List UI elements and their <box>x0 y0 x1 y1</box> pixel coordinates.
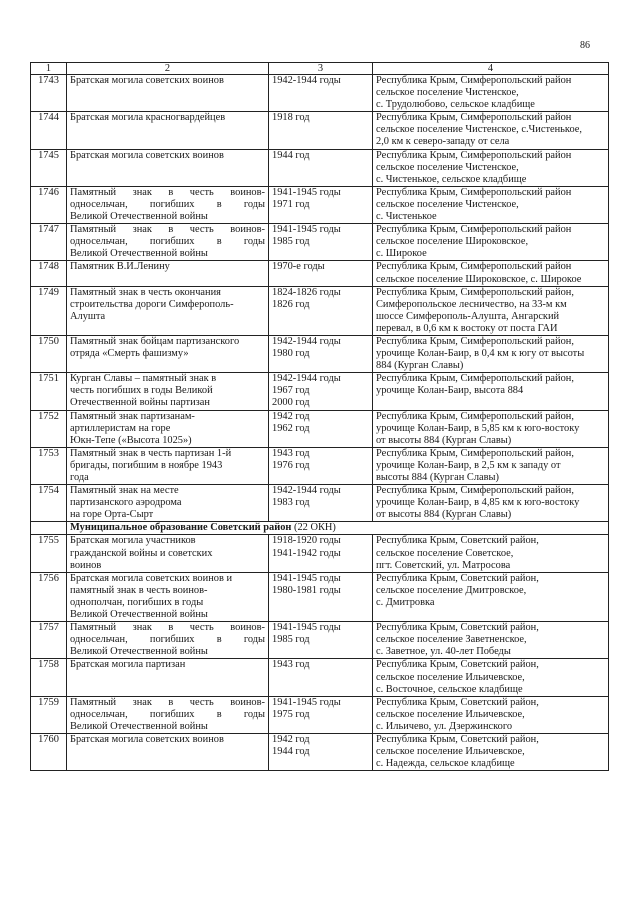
section-title-text: Муниципальное образование Советский район <box>70 522 292 534</box>
table-row <box>31 733 609 770</box>
monument-location-line: с. Ильичево, ул. Дзержинского <box>376 720 513 732</box>
monument-location <box>373 410 609 447</box>
monument-years <box>269 186 373 223</box>
monument-years-line: 1943 год <box>272 447 310 459</box>
monument-years-line: 1944 год <box>272 746 310 758</box>
monument-years-line: 1942-1944 годы <box>272 485 341 497</box>
monument-name-line: односельчан, погибших в годы <box>70 634 265 646</box>
header-col-2: 2 <box>67 63 269 75</box>
monument-years <box>269 286 373 335</box>
monument-years <box>269 149 373 186</box>
monument-location-line: сельское поселение Советское, <box>376 547 514 559</box>
monument-name <box>67 622 269 659</box>
row-number: 1754 <box>31 485 67 522</box>
monument-location-line: с. Восточное, сельское кладбище <box>376 683 523 695</box>
monument-years <box>269 112 373 149</box>
row-number: 1755 <box>31 535 67 572</box>
table-row <box>31 447 609 484</box>
monument-location-line: Республика Крым, Советский район, <box>376 696 539 708</box>
monument-location-line: Республика Крым, Симферопольский район, <box>376 286 574 298</box>
row-number: 1758 <box>31 659 67 696</box>
monument-name-line: партизанского аэродрома <box>70 497 182 509</box>
monument-location-line: сельское поселение Чистенское, с.Чистенькое, <box>376 124 582 136</box>
monument-years-line: 1824-1826 годы <box>272 286 341 298</box>
monument-location <box>373 261 609 286</box>
monument-location <box>373 485 609 522</box>
monument-location <box>373 224 609 261</box>
monument-name-line: Памятный знак партизанам- <box>70 410 195 422</box>
monument-name-line: честь погибших в годы Великой <box>70 385 213 397</box>
monument-name <box>67 447 269 484</box>
table-row <box>31 373 609 410</box>
monument-name-line: однополчан, погибших в годы <box>70 596 204 608</box>
monument-years <box>269 75 373 112</box>
monument-location-line: Республика Крым, Советский район, <box>376 733 539 745</box>
monument-years-line: 1983 год <box>272 497 310 509</box>
monument-location-line: Республика Крым, Симферопольский район <box>376 224 572 236</box>
monument-location <box>373 733 609 770</box>
monument-name-line: воинов <box>70 559 102 571</box>
monument-name-line: Братская могила партизан <box>70 659 186 671</box>
table-row <box>31 335 609 372</box>
monument-years <box>269 447 373 484</box>
row-number: 1749 <box>31 286 67 335</box>
monument-years-line: 1976 год <box>272 459 310 471</box>
monument-name-line: Братская могила красногвардейцев <box>70 112 226 124</box>
monuments-register-table <box>30 62 609 771</box>
monument-location-line: Республика Крым, Симферопольский район <box>376 112 572 124</box>
monument-location-line: Республика Крым, Симферопольский район, <box>376 373 574 385</box>
monument-name-line: Великой Отечественной войны <box>70 211 208 223</box>
monument-location <box>373 447 609 484</box>
monument-years-line: 1826 год <box>272 298 310 310</box>
monument-location-line: с. Надежда, сельское кладбище <box>376 758 515 770</box>
page-number: 86 <box>580 40 590 51</box>
monument-location-line: Республика Крым, Симферопольский район, <box>376 447 574 459</box>
row-number: 1745 <box>31 149 67 186</box>
monument-name <box>67 373 269 410</box>
monument-years-line: 1941-1945 годы <box>272 696 341 708</box>
monument-name <box>67 224 269 261</box>
header-col-1: 1 <box>31 63 67 75</box>
table-row <box>31 696 609 733</box>
monument-name <box>67 572 269 621</box>
monument-years <box>269 535 373 572</box>
monument-name-line: Братская могила советских воинов и <box>70 572 233 584</box>
monument-years <box>269 224 373 261</box>
row-number: 1747 <box>31 224 67 261</box>
row-number: 1759 <box>31 696 67 733</box>
monument-name-line: строительства дороги Симферополь- <box>70 298 234 310</box>
monument-location <box>373 335 609 372</box>
monument-location <box>373 112 609 149</box>
monument-location-line: сельское поселение Широковское, с. Широкое <box>376 273 582 285</box>
monument-name-line: односельчан, погибших в годы <box>70 708 265 720</box>
monument-years-line: 1918-1920 годы <box>272 535 341 547</box>
table-row <box>31 622 609 659</box>
monument-name-line: Курган Славы – памятный знак в <box>70 373 217 385</box>
monument-years-line: 1985 год <box>272 236 310 248</box>
monument-name-line: Великой Отечественной войны <box>70 248 208 260</box>
monument-name-line: Братская могила участников <box>70 535 196 547</box>
monument-name-line: года <box>70 472 89 483</box>
row-number: 1743 <box>31 75 67 112</box>
monument-years <box>269 622 373 659</box>
monument-location <box>373 696 609 733</box>
table-row <box>31 75 609 112</box>
monument-location-line: Республика Крым, Симферопольский район, <box>376 335 574 347</box>
monument-location-line: шоссе Симферополь-Алушта, Ангарский <box>376 310 560 322</box>
monument-years-line: 2000 год <box>272 397 310 409</box>
monument-years-line: 1943 год <box>272 659 310 671</box>
row-number: 1748 <box>31 261 67 286</box>
monument-name <box>67 733 269 770</box>
monument-location-line: Республика Крым, Симферопольский район <box>376 261 572 273</box>
monument-name-line: на горе Орта-Сырт <box>70 509 154 521</box>
monument-years <box>269 696 373 733</box>
monument-location-line: от высоты 884 (Курган Славы) <box>376 509 512 521</box>
monument-years-line: 1941-1945 годы <box>272 186 341 198</box>
monument-name <box>67 286 269 335</box>
monument-name-line: Памятный знак в честь воинов- <box>70 622 265 634</box>
monument-years <box>269 373 373 410</box>
monument-name-line: Юкн-Тепе («Высота 1025») <box>70 434 192 446</box>
monument-location <box>373 373 609 410</box>
monument-location-line: Республика Крым, Советский район, <box>376 535 539 547</box>
monument-years <box>269 659 373 696</box>
monument-location-line: сельское поселение Ильичевское, <box>376 671 525 683</box>
monument-location-line: сельское поселение Ильичевское, <box>376 708 525 720</box>
monument-location-line: урочище Колан-Баир, в 0,4 км к югу от высоты <box>376 348 585 360</box>
monument-location-line: перевал, в 0,6 км к востоку от поста ГАИ <box>376 322 558 334</box>
section-title <box>67 522 609 535</box>
header-col-4: 4 <box>373 63 609 75</box>
monument-location-line: с. Заветное, ул. 40-лет Победы <box>376 646 511 658</box>
monument-years-line: 1942 год <box>272 733 310 745</box>
monument-years <box>269 261 373 286</box>
row-number: 1756 <box>31 572 67 621</box>
monument-years-line: 1941-1942 годы <box>272 547 341 559</box>
monument-location-line: сельское поселение Чистенское, <box>376 198 519 210</box>
monument-location-line: Республика Крым, Симферопольский район <box>376 149 572 161</box>
monument-location-line: Республика Крым, Советский район, <box>376 572 539 584</box>
row-number: 1757 <box>31 622 67 659</box>
monument-name-line: Братская могила советских воинов <box>70 733 224 745</box>
monument-name-line: Памятный знак на месте <box>70 485 179 497</box>
monument-name-line: Памятный знак в честь партизан 1-й <box>70 447 232 459</box>
monument-location-line: 884 (Курган Славы) <box>376 360 464 372</box>
monument-name-line: Братская могила советских воинов <box>70 149 224 161</box>
monument-years-line: 1970-е годы <box>272 261 325 273</box>
section-spacer <box>31 522 67 535</box>
monument-name <box>67 535 269 572</box>
monument-location-line: высоты 884 (Курган Славы) <box>376 472 499 483</box>
monument-name <box>67 186 269 223</box>
monument-years-line: 1941-1945 годы <box>272 572 341 584</box>
monument-years <box>269 335 373 372</box>
monument-years-line: 1975 год <box>272 708 310 720</box>
monument-name-line: Памятный знак в честь воинов- <box>70 224 265 236</box>
monument-location-line: Республика Крым, Советский район, <box>376 659 539 671</box>
monument-location-line: с. Широкое <box>376 248 427 260</box>
monument-location-line: пгт. Советский, ул. Матросова <box>376 559 511 571</box>
section-object-count: (22 ОКН) <box>294 522 336 534</box>
monument-location <box>373 535 609 572</box>
table-row <box>31 186 609 223</box>
row-number: 1744 <box>31 112 67 149</box>
monument-years <box>269 410 373 447</box>
monument-name-line: Алушта <box>70 310 106 322</box>
monument-location-line: с. Трудолюбово, сельское кладбище <box>376 99 535 111</box>
table-row <box>31 149 609 186</box>
monument-name-line: Памятный знак в честь воинов- <box>70 696 265 708</box>
table-row <box>31 410 609 447</box>
monument-location-line: сельское поселение Широковское, <box>376 236 529 248</box>
monument-location <box>373 622 609 659</box>
monument-name <box>67 149 269 186</box>
monument-location-line: урочище Колан-Баир, в 4,85 км к юго-востоку <box>376 497 580 509</box>
monument-location-line: с. Чистенькое, сельское кладбище <box>376 173 527 185</box>
monument-location-line: Республика Крым, Симферопольский район, <box>376 485 574 497</box>
monument-location-line: Республика Крым, Симферопольский район, <box>376 410 574 422</box>
monument-years-line: 1941-1945 годы <box>272 224 341 236</box>
monument-location-line: урочище Колан-Баир, в 2,5 км к западу от <box>376 459 561 471</box>
row-number: 1752 <box>31 410 67 447</box>
monument-years-line: 1980-1981 годы <box>272 584 341 596</box>
monument-name-line: Памятный знак в честь воинов- <box>70 186 265 198</box>
table-row <box>31 535 609 572</box>
monument-years-line: 1942-1944 годы <box>272 373 341 385</box>
monument-name-line: Памятный знак бойцам партизанского <box>70 335 240 347</box>
section-row <box>31 522 609 535</box>
monument-name <box>67 335 269 372</box>
monument-location-line: Республика Крым, Симферопольский район <box>376 75 572 86</box>
monument-location-line: урочище Колан-Баир, в 5,85 км к юго-востоку <box>376 422 580 434</box>
monument-name-line: артиллеристам на горе <box>70 422 171 434</box>
monument-years-line: 1967 год <box>272 385 310 397</box>
monument-name-line: Отечественной войны партизан <box>70 397 210 409</box>
monument-years-line: 1942-1944 годы <box>272 335 341 347</box>
monument-location-line: Симферопольское лесничество, на 33-м км <box>376 298 567 310</box>
row-number: 1753 <box>31 447 67 484</box>
monument-name-line: Памятник В.И.Ленину <box>70 261 170 273</box>
monument-years <box>269 485 373 522</box>
monument-name <box>67 112 269 149</box>
monument-years-line: 1918 год <box>272 112 310 124</box>
row-number: 1746 <box>31 186 67 223</box>
monument-location-line: с. Дмитровка <box>376 596 435 608</box>
header-col-3: 3 <box>269 63 373 75</box>
table-row <box>31 572 609 621</box>
monument-location-line: сельское поселение Ильичевское, <box>376 746 525 758</box>
monument-years <box>269 733 373 770</box>
monument-years-line: 1971 год <box>272 198 310 210</box>
monument-years-line: 1942-1944 годы <box>272 75 341 86</box>
monument-location <box>373 149 609 186</box>
monument-location-line: урочище Колан-Баир, высота 884 <box>376 385 524 397</box>
monument-name-line: односельчан, погибших в годы <box>70 236 265 248</box>
monument-location-line: сельское поселение Дмитровское, <box>376 584 527 596</box>
monument-location <box>373 186 609 223</box>
table-row <box>31 286 609 335</box>
monument-name-line: Памятный знак в честь окончания <box>70 286 221 298</box>
monument-location <box>373 286 609 335</box>
monument-years-line: 1980 год <box>272 348 310 360</box>
monument-location-line: Республика Крым, Симферопольский район <box>376 186 572 198</box>
table-row <box>31 659 609 696</box>
monument-name-line: Братская могила советских воинов <box>70 75 224 86</box>
monument-years <box>269 572 373 621</box>
monument-name-line: односельчан, погибших в годы <box>70 198 265 210</box>
monument-name <box>67 696 269 733</box>
monument-location-line: от высоты 884 (Курган Славы) <box>376 434 512 446</box>
monument-years-line: 1942 год <box>272 410 310 422</box>
monument-years-line: 1962 год <box>272 422 310 434</box>
row-number: 1751 <box>31 373 67 410</box>
row-number: 1750 <box>31 335 67 372</box>
monument-location <box>373 659 609 696</box>
monument-name-line: бригады, погибшим в ноябре 1943 <box>70 459 223 471</box>
monument-name-line: Великой Отечественной войны <box>70 646 208 658</box>
monument-name <box>67 485 269 522</box>
monument-name-line: Великой Отечественной войны <box>70 720 208 732</box>
monument-name <box>67 75 269 112</box>
monument-location <box>373 75 609 112</box>
monument-location-line: Республика Крым, Советский район, <box>376 622 539 634</box>
monument-name-line: гражданской войны и советских <box>70 547 213 559</box>
monument-location-line: 2,0 км к северо-западу от села <box>376 136 510 148</box>
monument-name-line: отряда «Смерть фашизму» <box>70 348 189 360</box>
monument-years-line: 1944 год <box>272 149 310 161</box>
monument-name <box>67 659 269 696</box>
table-row <box>31 224 609 261</box>
table-row <box>31 485 609 522</box>
monument-years-line: 1941-1945 годы <box>272 622 341 634</box>
monument-name <box>67 410 269 447</box>
monument-location-line: сельское поселение Чистенское, <box>376 87 519 99</box>
monument-name-line: памятный знак в честь воинов- <box>70 584 208 596</box>
monument-location <box>373 572 609 621</box>
monument-location-line: с. Чистенькое <box>376 211 437 223</box>
monument-location-line: сельское поселение Заветненское, <box>376 634 527 646</box>
monument-name <box>67 261 269 286</box>
monument-years-line: 1985 год <box>272 634 310 646</box>
monument-location-line: сельское поселение Чистенское, <box>376 161 519 173</box>
row-number: 1760 <box>31 733 67 770</box>
table-row <box>31 112 609 149</box>
table-row <box>31 261 609 286</box>
header-row <box>31 63 609 75</box>
monument-name-line: Великой Отечественной войны <box>70 609 208 621</box>
